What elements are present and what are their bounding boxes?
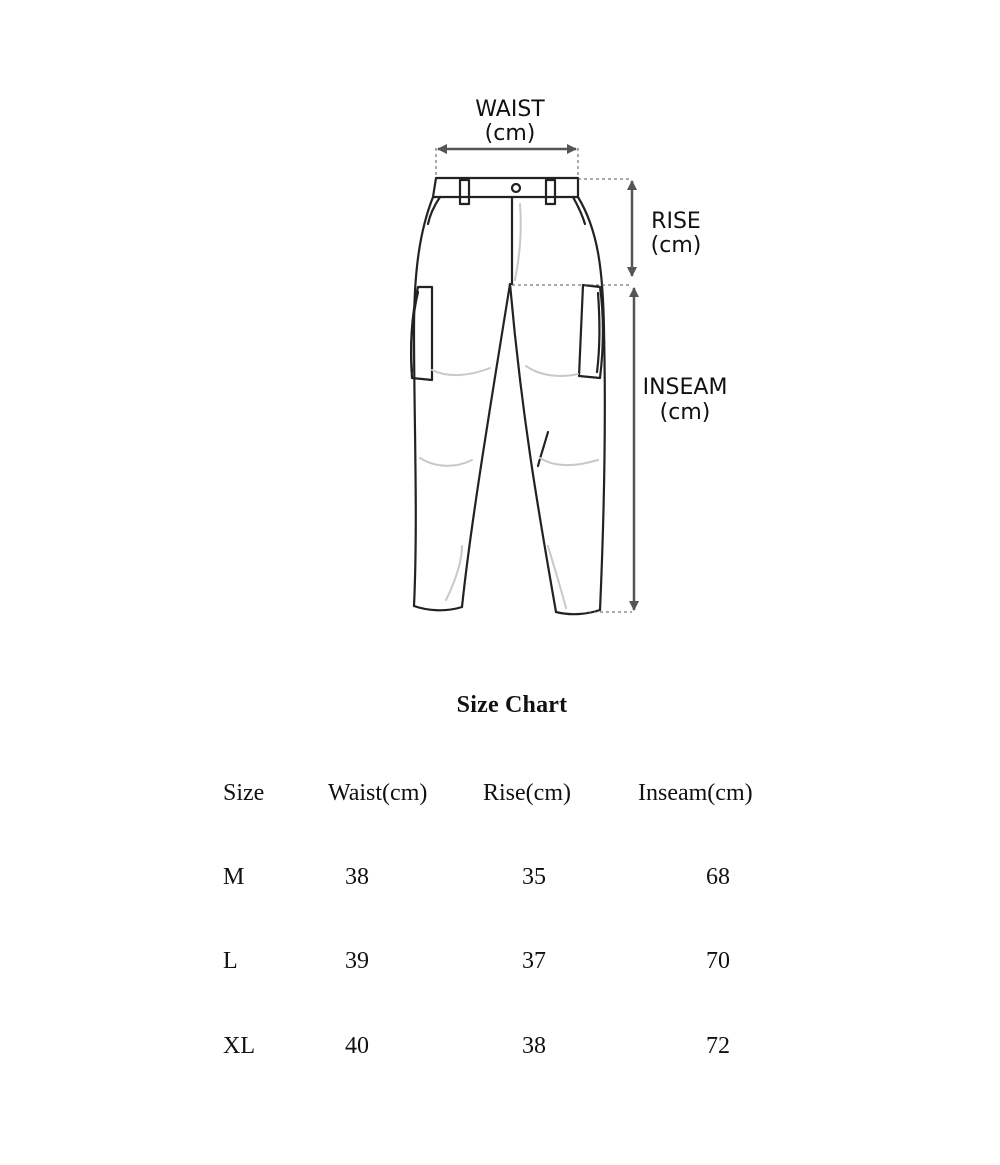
size-chart-title: Size Chart [456, 692, 568, 718]
row-size: XL [223, 1033, 255, 1059]
waist-unit-label: (cm) [484, 121, 536, 146]
row-waist: 38 [345, 864, 369, 890]
rise-label: RISE [651, 209, 701, 234]
row-waist: 40 [345, 1033, 369, 1059]
row-rise: 37 [522, 948, 546, 974]
front-pocket-left [428, 197, 440, 224]
left-leg-inner [462, 284, 510, 607]
row-inseam: 72 [706, 1033, 730, 1059]
row-inseam: 68 [706, 864, 730, 890]
left-leg-hem [414, 606, 462, 610]
cargo-pocket-right-flap [597, 293, 599, 372]
header-rise: Rise(cm) [483, 780, 571, 806]
seam-details [420, 204, 598, 608]
front-pocket-right [573, 197, 585, 224]
waist-button [512, 184, 520, 192]
row-rise: 38 [522, 1033, 546, 1059]
row-inseam: 70 [706, 948, 730, 974]
header-waist: Waist(cm) [328, 780, 428, 806]
right-leg-inner [510, 284, 556, 612]
row-rise: 35 [522, 864, 546, 890]
waistband [433, 178, 578, 197]
rise-unit-label: (cm) [650, 233, 702, 258]
belt-loop-right [546, 180, 555, 204]
inseam-label: INSEAM [642, 375, 728, 400]
right-leg-hem [556, 610, 600, 614]
cargo-pants-illustration [411, 178, 605, 614]
header-size: Size [223, 780, 265, 806]
row-waist: 39 [345, 948, 369, 974]
waist-label: WAIST [475, 97, 545, 122]
left-leg-outline [414, 197, 433, 606]
inseam-unit-label: (cm) [659, 400, 711, 425]
row-size: M [223, 864, 245, 890]
row-size: L [223, 948, 238, 974]
belt-loop-left [460, 180, 469, 204]
right-leg-outline [578, 197, 605, 610]
header-inseam: Inseam(cm) [638, 780, 753, 806]
